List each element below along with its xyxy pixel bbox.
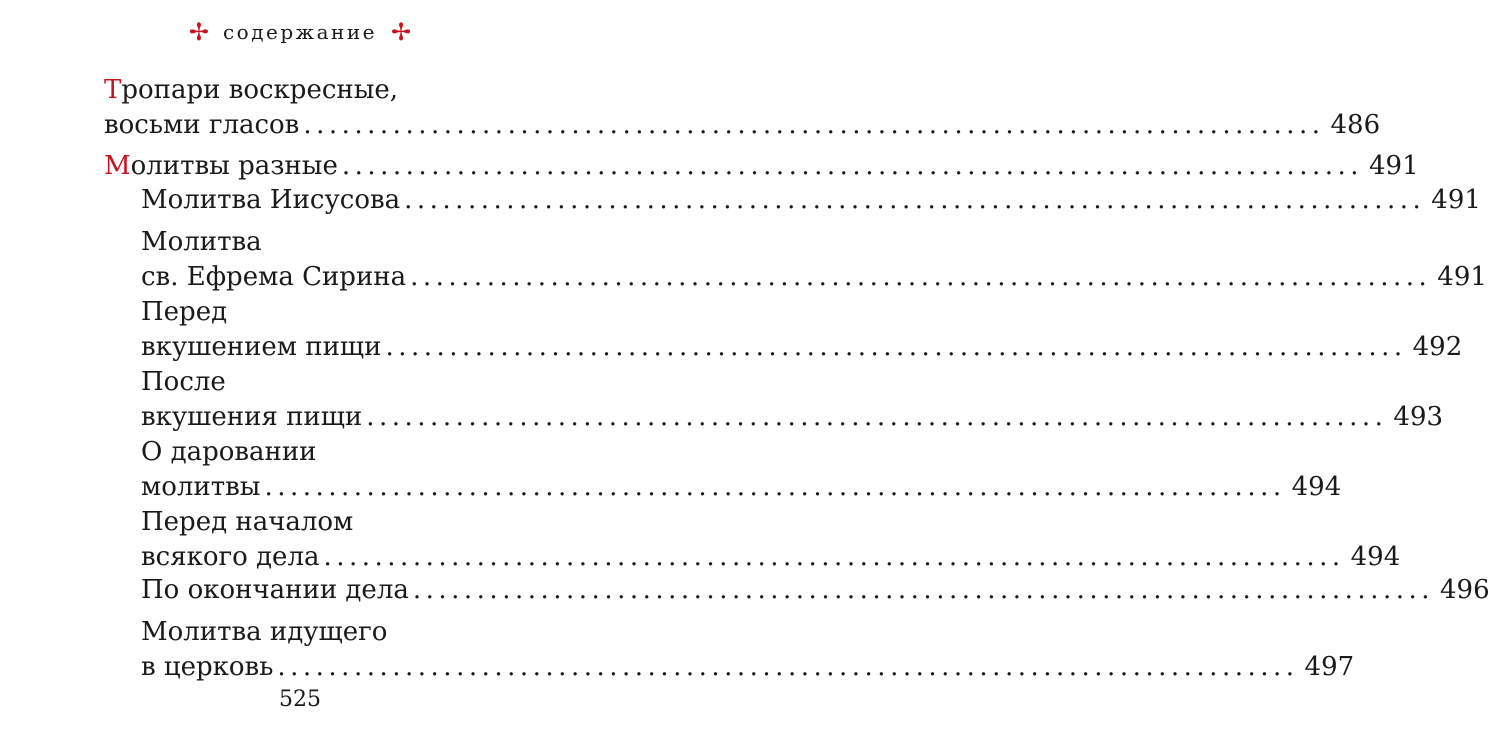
toc-entry-line: [141, 612, 488, 652]
toc-page-number: 494: [1350, 542, 1401, 572]
toc-entry-line: [141, 397, 1444, 437]
toc-entry-text: ропари воскресные,: [121, 75, 399, 105]
toc-page-number: 494: [1291, 472, 1342, 502]
header-title: содержание: [222, 20, 377, 44]
cross-ornament-right-icon: ✢: [391, 18, 412, 46]
page-number: 525: [279, 687, 321, 712]
toc-entry-line: [141, 362, 488, 402]
red-initial-letter: Т: [104, 75, 122, 105]
toc-entry-line: [141, 257, 1487, 297]
dot-leader: ................................................................................: [410, 262, 1432, 292]
toc-entry-text: По окончании дела: [141, 575, 409, 605]
toc-page-number: 493: [1393, 402, 1444, 432]
dot-leader: ................................................................................: [412, 575, 1435, 605]
toc-entry-line: [141, 432, 488, 472]
toc-entry-title: [141, 362, 226, 402]
toc-entry-line: [141, 570, 1490, 610]
toc-page-number: 491: [1369, 151, 1419, 181]
toc-page-number: 496: [1440, 575, 1490, 605]
toc-entry-title: [141, 570, 409, 610]
toc-entry-title: [104, 105, 299, 145]
toc-page-number: 491: [1437, 262, 1487, 292]
toc-entry-line: [104, 70, 488, 110]
toc-entry-title: [141, 397, 362, 437]
toc-entry-text: всякого дела: [141, 542, 320, 572]
toc-entry-text: молитвы: [141, 472, 261, 502]
toc-page-number: 497: [1304, 652, 1355, 682]
toc-entry-title: [141, 222, 262, 262]
toc-entry-text: в церковь: [141, 652, 274, 682]
toc-entry-text: Перед началом: [141, 507, 354, 537]
dot-leader: ................................................................................: [366, 402, 1388, 432]
dot-leader: ................................................................................: [277, 652, 1299, 682]
toc-entry-text: Молитва Иисусова: [141, 185, 401, 215]
toc-entry-title: [141, 180, 400, 220]
toc-entry-title: [141, 467, 260, 507]
toc-page-number: 486: [1330, 110, 1381, 140]
toc-entry-title: [141, 502, 353, 542]
toc-entry-title: [104, 70, 398, 110]
toc-entry-line: [141, 292, 488, 332]
cross-ornament-left-icon: ✢: [188, 18, 209, 46]
toc-entry-line: [141, 180, 1481, 220]
toc-entry-title: [141, 257, 406, 297]
toc-entry-text: вкушением пищи: [141, 332, 382, 362]
toc-page-number: 491: [1431, 185, 1481, 215]
toc-entry-line: [141, 502, 488, 542]
dot-leader: ................................................................................: [385, 332, 1407, 362]
dot-leader: ................................................................................: [264, 472, 1286, 502]
toc-entry-title: [141, 432, 317, 472]
toc-entry-title: [141, 327, 381, 367]
toc-entry-text: олитвы разные: [130, 151, 338, 181]
toc-entry-text: Молитва идущего: [141, 617, 388, 647]
toc-entry-line: [141, 222, 488, 262]
dot-leader: ................................................................................: [323, 542, 1345, 572]
toc-entry-text: Молитва: [141, 227, 262, 257]
toc-entry-text: После: [141, 367, 226, 397]
toc-entry-line: [141, 467, 1342, 507]
toc-entry-line: [141, 647, 1355, 687]
toc-entry-line: [104, 105, 1381, 145]
toc-entry-text: вкушения пищи: [141, 402, 363, 432]
toc-entry-text: О даровании: [141, 437, 317, 467]
toc-entry-text: Перед: [141, 297, 228, 327]
toc-entry-line: [141, 327, 1463, 367]
toc-entry-text: св. Ефрема Сирина: [141, 262, 407, 292]
dot-leader: ................................................................................: [341, 151, 1364, 181]
toc-page-number: 492: [1412, 332, 1463, 362]
toc-entry-title: [141, 292, 227, 332]
toc-entry-text: восьми гласов: [104, 110, 300, 140]
dot-leader: ................................................................................: [404, 185, 1426, 215]
toc-entry-title: [141, 647, 273, 687]
red-initial-letter: М: [104, 151, 131, 181]
dot-leader: ................................................................................: [303, 110, 1325, 140]
toc-entry-title: [141, 612, 387, 652]
